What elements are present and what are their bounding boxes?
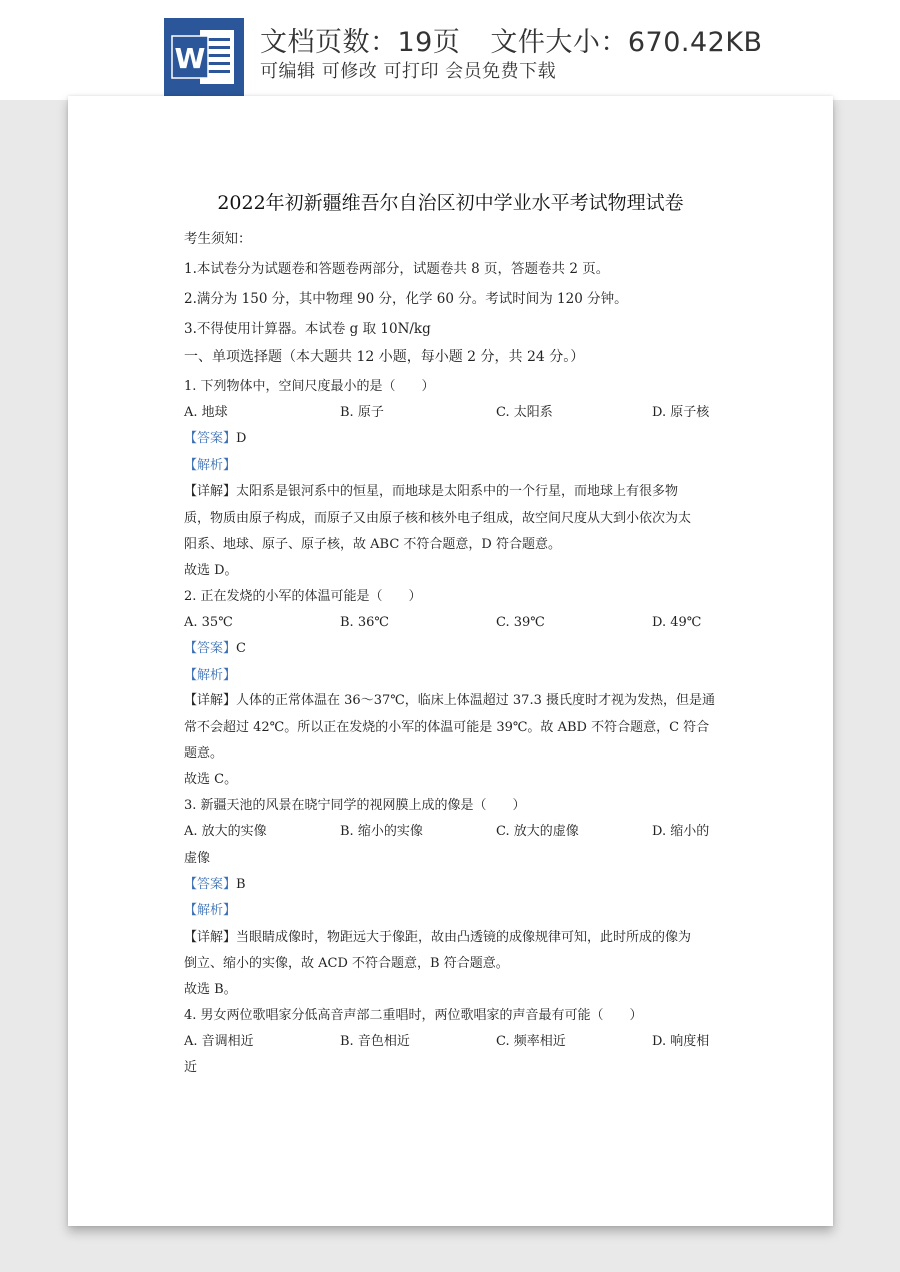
option-a: A. 地球 xyxy=(184,405,228,420)
analysis-tag: 【解析】 xyxy=(184,668,237,683)
svg-text:W: W xyxy=(174,42,206,75)
analysis-tag: 【解析】 xyxy=(184,903,237,918)
doc-features: 可编辑 可修改 可打印 会员免费下载 xyxy=(260,61,557,82)
notice-item: 3.不得使用计算器。本试卷 g 取 10N/kg xyxy=(184,321,431,337)
option-a: A. 放大的实像 xyxy=(184,824,267,839)
option-d: D. 原子核 xyxy=(652,405,710,420)
conclusion: 故选 D。 xyxy=(184,563,238,578)
question-stem: 1. 下列物体中，空间尺度最小的是（ ） xyxy=(184,379,435,394)
question-stem: 2. 正在发烧的小军的体温可能是（ ） xyxy=(184,589,422,604)
answer-tag: 【答案】 xyxy=(184,431,237,446)
analysis-tag: 【解析】 xyxy=(184,458,237,473)
notice-item: 2.满分为 150 分，其中物理 90 分，化学 60 分。考试时间为 120 分钟。 xyxy=(184,291,628,307)
question-stem: 3. 新疆天池的风景在晓宁同学的视网膜上成的像是（ ） xyxy=(184,798,526,813)
option-a: A. 35℃ xyxy=(184,615,233,630)
detail-line: 常不会超过 42℃。所以正在发烧的小军的体温可能是 39℃。故 ABD 不符合题意，C 符合 xyxy=(184,720,710,735)
option-d: D. 缩小的 xyxy=(652,824,710,839)
answer-line xyxy=(184,430,246,448)
notice-heading: 考生须知： xyxy=(184,231,252,247)
option-wrap: 虚像 xyxy=(184,851,211,866)
option-b: B. 音色相近 xyxy=(340,1034,410,1049)
detail-line: 阳系、地球、原子、原子核，故 ABC 不符合题意，D 符合题意。 xyxy=(184,537,561,552)
answer-value: C xyxy=(236,641,246,656)
option-c: C. 放大的虚像 xyxy=(496,824,579,839)
answer-value: B xyxy=(236,877,246,892)
option-c: C. 39℃ xyxy=(496,615,545,630)
conclusion: 故选 C。 xyxy=(184,772,238,787)
option-b: B. 36℃ xyxy=(340,615,389,630)
question-stem: 4. 男女两位歌唱家分低高音声部二重唱时，两位歌唱家的声音最有可能（ ） xyxy=(184,1008,643,1023)
download-header xyxy=(0,0,900,100)
detail-line: 【详解】太阳系是银河系中的恒星，而地球是太阳系中的一个行星，而地球上有很多物 xyxy=(184,484,679,499)
answer-value: D xyxy=(236,431,247,446)
option-c: C. 太阳系 xyxy=(496,405,553,420)
answer-line xyxy=(184,640,246,658)
word-document-icon xyxy=(164,18,244,96)
detail-line: 质，物质由原子构成，而原子又由原子核和核外电子组成，故空间尺度从大到小依次为太 xyxy=(184,511,692,526)
detail-tag: 【详解】 xyxy=(184,693,237,708)
detail-tag: 【详解】 xyxy=(184,484,237,499)
answer-tag: 【答案】 xyxy=(184,641,237,656)
conclusion: 故选 B。 xyxy=(184,982,237,997)
doc-title: 2022年初新疆维吾尔自治区初中学业水平考试物理试卷 xyxy=(217,192,684,214)
option-a: A. 音调相近 xyxy=(184,1034,254,1049)
option-d: D. 响度相 xyxy=(652,1034,710,1049)
option-d: D. 49℃ xyxy=(652,615,702,630)
doc-meta xyxy=(260,20,763,59)
option-wrap: 近 xyxy=(184,1060,198,1075)
file-size: 文件大小：670.42KB xyxy=(490,27,763,58)
option-b: B. 原子 xyxy=(340,405,384,420)
answer-tag: 【答案】 xyxy=(184,877,237,892)
option-c: C. 频率相近 xyxy=(496,1034,566,1049)
detail-line: 【详解】当眼睛成像时，物距远大于像距，故由凸透镜的成像规律可知，此时所成的像为 xyxy=(184,930,692,945)
detail-line: 题意。 xyxy=(184,746,224,761)
option-b: B. 缩小的实像 xyxy=(340,824,423,839)
page-count: 文档页数：19页 xyxy=(260,27,461,58)
detail-line: 【详解】人体的正常体温在 36～37℃，临床上体温超过 37.3 摄氏度时才视为发热，但是通 xyxy=(184,693,715,708)
answer-line xyxy=(184,876,246,894)
detail-tag: 【详解】 xyxy=(184,930,237,945)
detail-line: 倒立、缩小的实像，故 ACD 不符合题意，B 符合题意。 xyxy=(184,956,509,971)
section-heading: 一、单项选择题（本大题共 12 小题，每小题 2 分，共 24 分。） xyxy=(184,349,585,365)
notice-item: 1.本试卷分为试题卷和答题卷两部分，试题卷共 8 页，答题卷共 2 页。 xyxy=(184,261,610,277)
